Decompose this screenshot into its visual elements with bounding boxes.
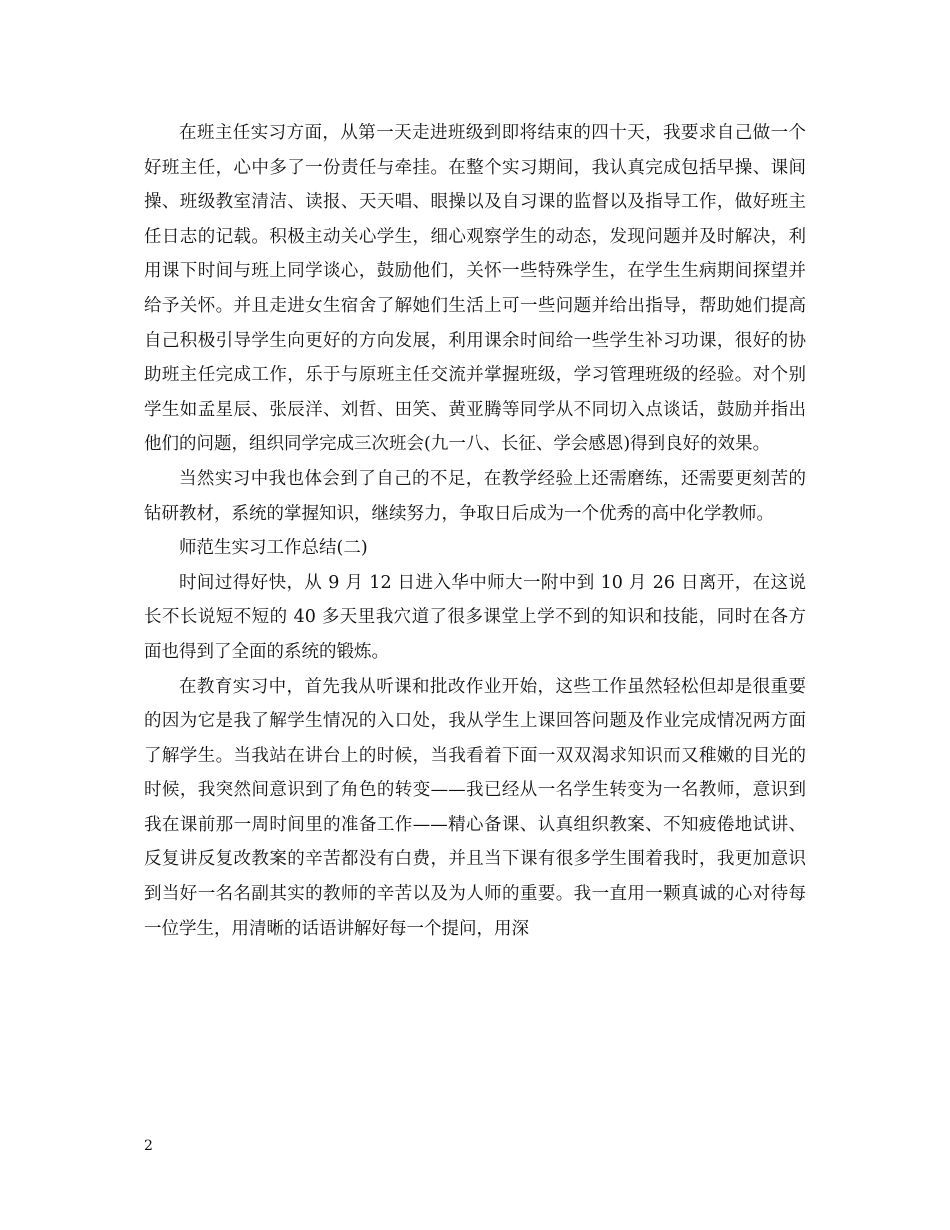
paragraph-head-teacher-internship: 在班主任实习方面，从第一天走进班级到即将结束的四十天，我要求自己做一个好班主任，心中多了一份责任与牵挂。在整个实习期间，我认真完成包括早操、课间操、班级教室清洁、读报、天天唱、眼操以及自习课的监督以及指导工作，做好班主任日志的记载。积极主动关心学生，细心观察学生的动态，发现问题并及时解决，利用课下时间与班上同学谈心，鼓励他们，关怀一些特殊学生，在学生生病期间探望并给予关怀。并且走进女生宿舍了解她们生活上可一些问题并给出指导，帮助她们提高自己积极引导学生向更好的方向发展，利用课余时间给一些学生补习功课，很好的协助班主任完成工作，乐于与原班主任交流并掌握班级，学习管理班级的经验。对个别学生如孟星辰、张辰洋、刘哲、田笑、黄亚腾等同学从不同切入点谈话，鼓励并指出他们的问题，组织同学完成三次班会(九一八、长征、学会感恩)得到良好的效果。 [144,123,806,455]
page-number: 2 [144,1138,153,1154]
paragraph-teaching-internship: 在教育实习中，首先我从听课和批改作业开始，这些工作虽然轻松但却是很重要的因为它是我了解学生情况的入口处，我从学生上课回答问题及作业完成情况两方面了解学生。当我站在讲台上的时候，当我看着下面一双双渴求知识而又稚嫩的目光的时候，我突然间意识到了角色的转变——我已经从一名学生转变为一名教师，意识到我在课前那一周时间里的准备工作——精心备课、认真组织教案、不知疲倦地试讲、反复讲反复改教案的辛苦都没有白费，并且当下课有很多学生围着我时，我更加意识到当好一名名副其实的教师的辛苦以及为人师的重要。我一直用一颗真诚的心对待每一位学生，用清晰的话语讲解好每一个提问，用深 [144,676,806,939]
section-heading: 师范生实习工作总结(二) [179,538,368,559]
paragraph-shortcomings: 当然实习中我也体会到了自己的不足，在教学经验上还需磨练，还需要更刻苦的钻研教材，系统的掌握知识，继续努力，争取日后成为一个优秀的高中化学教师。 [144,468,806,524]
paragraph-internship-period: 时间过得好快，从 9 月 12 日进入华中师大一附中到 10 月 26 日离开，在这说长不长说短不短的 40 多天里我穴道了很多课堂上学不到的知识和技能，同时在各方面也得到了全面的系统的锻炼。 [144,572,806,662]
document-body [144,116,806,946]
